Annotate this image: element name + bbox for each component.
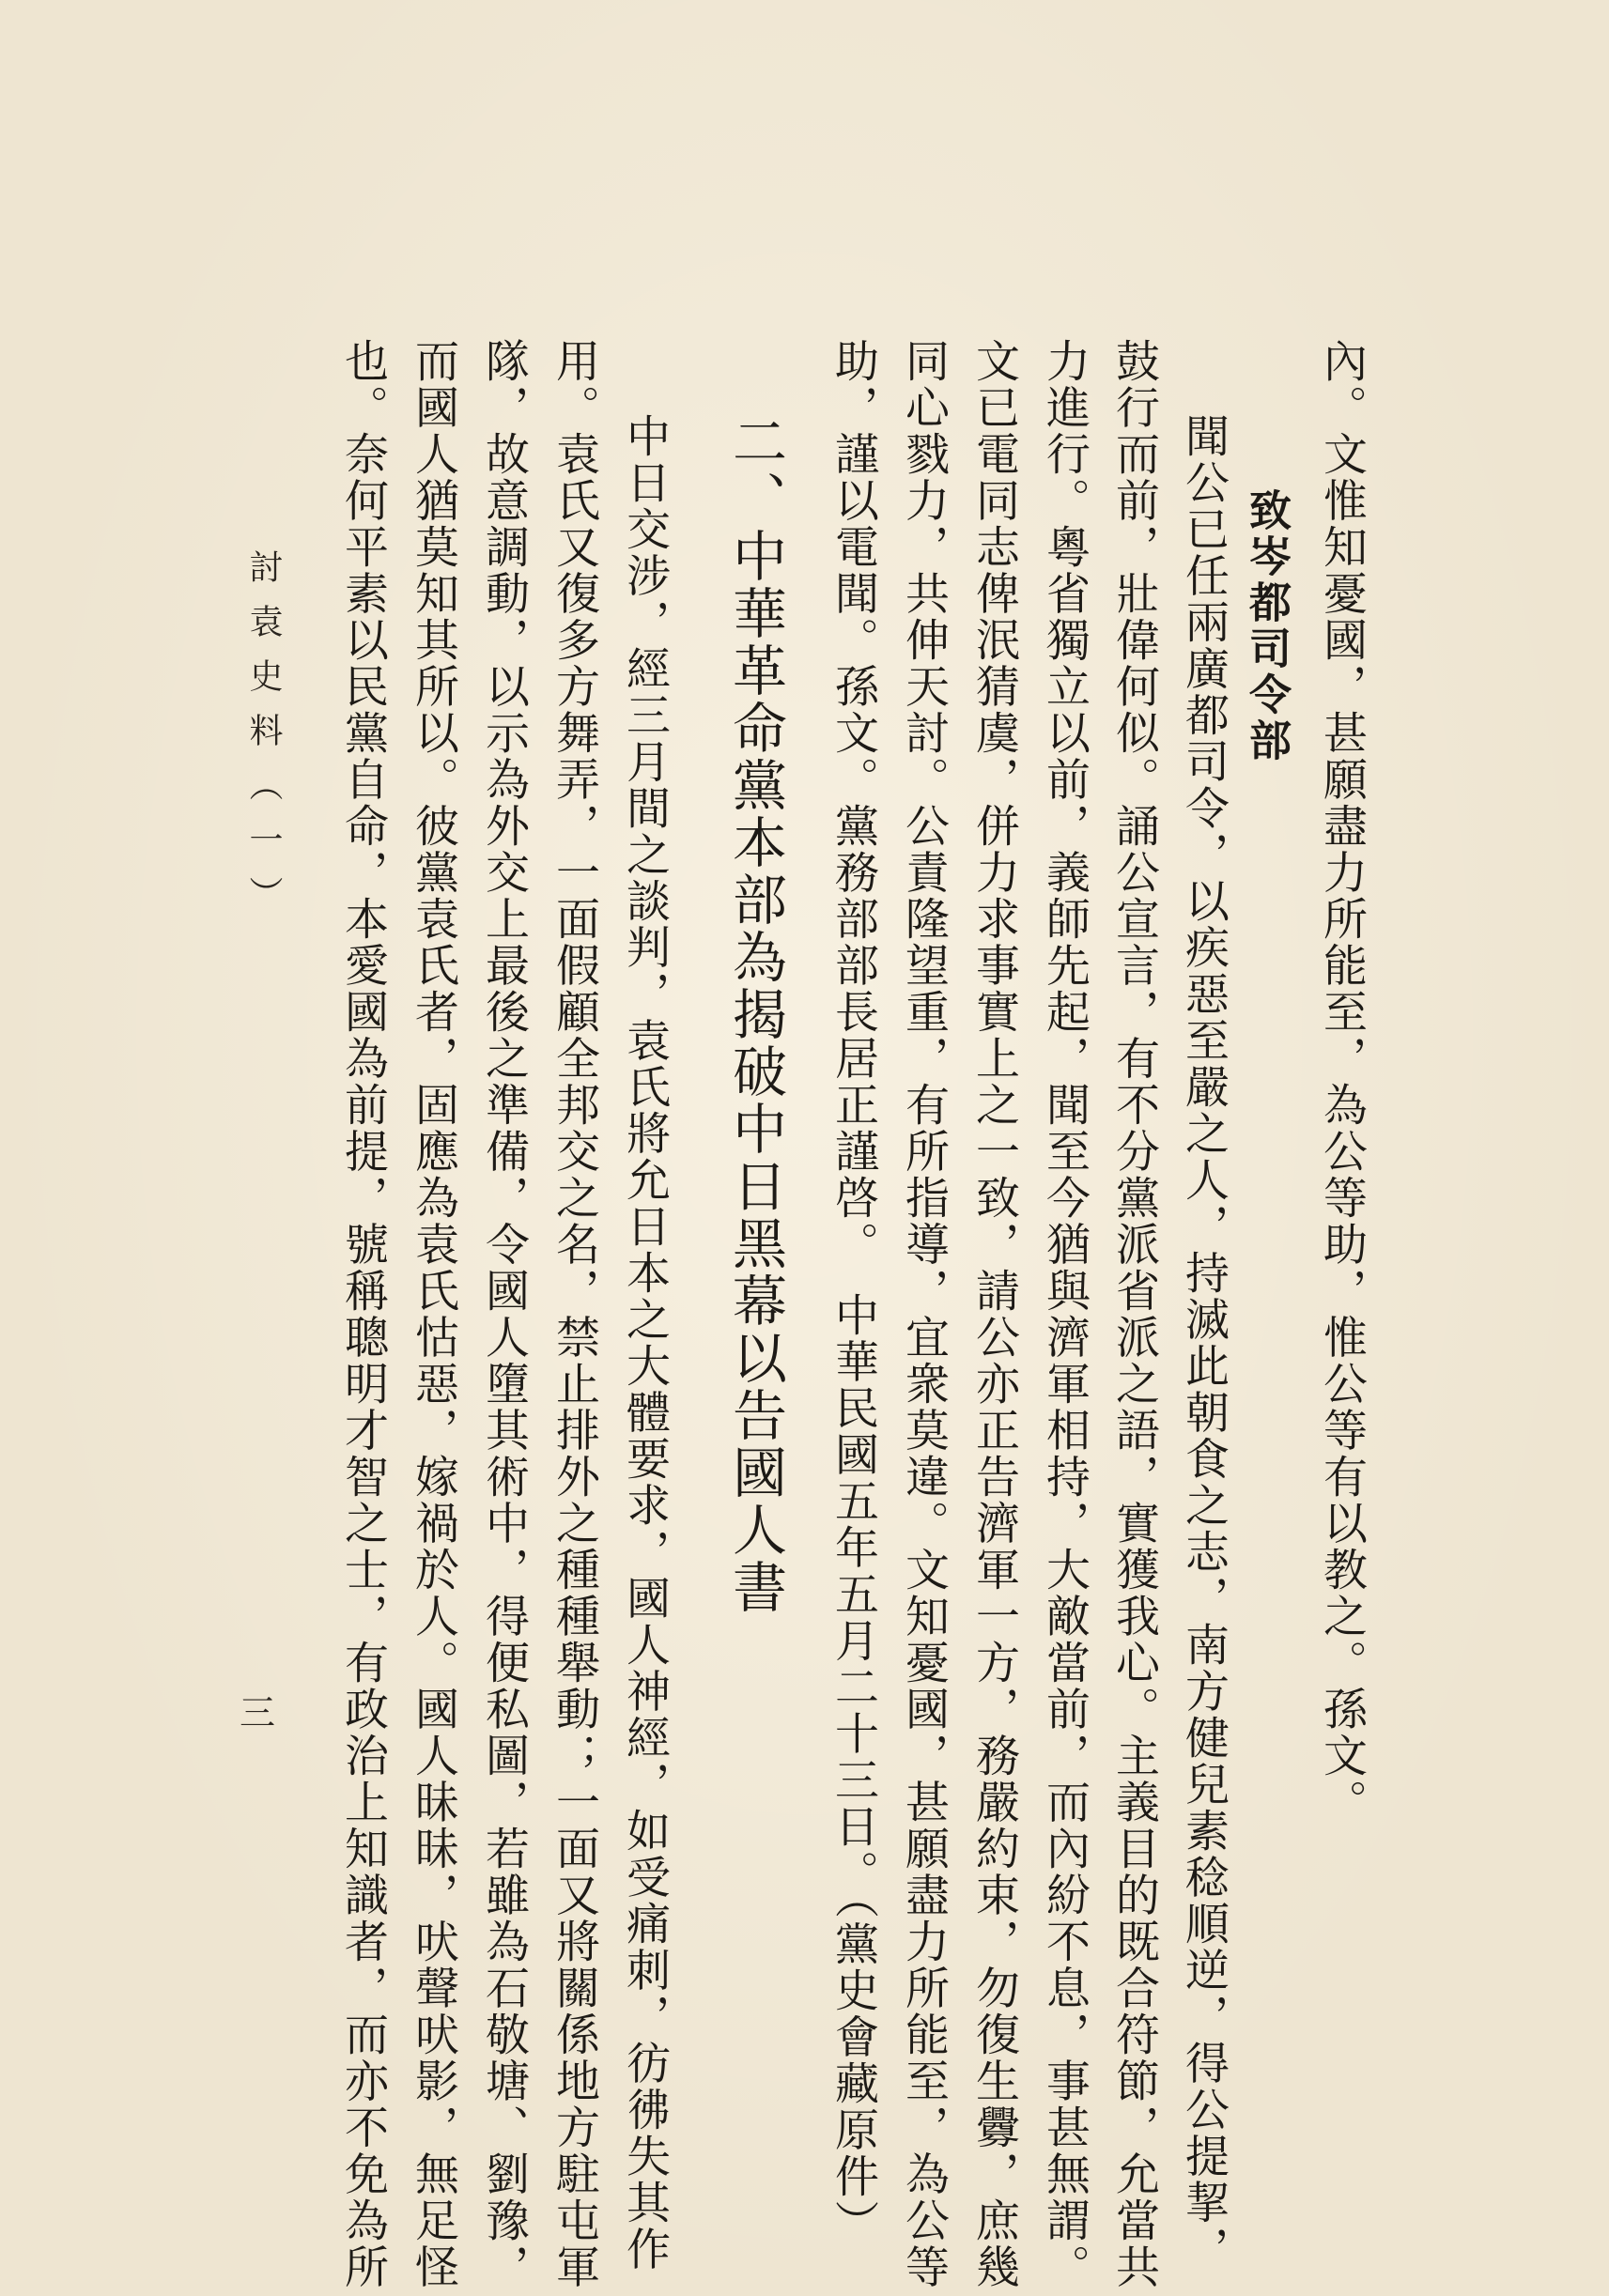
- text-column-10: 中日交涉，經三月間之談判，袁氏將允日本之大體要求，國人神經，如受痛刺，彷彿失其作: [619, 413, 671, 2273]
- text-column-4: 鼓行而前，壯偉何似。誦公宣言，有不分黨派省派之語，實獲我心。主義目的既合符節，允當共: [1108, 338, 1160, 2290]
- text-column-7: 同心戮力，共伸天討。公責隆望重，有所指導，宜衆莫違。文知憂國，甚願盡力所能至，為公等: [898, 338, 950, 2290]
- text-column-8: 助，謹以電聞。孫文。黨務部部長居正謹啓。 中華民國五年五月二十三日。（黨史會藏原件）: [828, 338, 879, 2246]
- text-column-12: 隊，故意調動，以示為外交上最後之準備，令國人墮其術中，得便私圖，若雖為石敬塘、劉豫，: [478, 338, 530, 2290]
- text-column-6: 文已電同志俾泯猜虞，併力求事實上之一致，請公亦正告濟軍一方，務嚴約束，勿復生釁，庶幾: [968, 338, 1020, 2290]
- section-heading-letter: 致岑都司令部: [1242, 488, 1292, 764]
- page-number: 三: [240, 1692, 276, 1734]
- book-title-footer: 討袁史料（一）: [244, 549, 283, 931]
- text-column-3: 聞公已任兩廣都司令，以疾惡至嚴之人，持滅此朝食之志，南方健兒素稔順逆，得公提挈，: [1178, 413, 1230, 2273]
- text-column-14: 也。奈何平素以民黨自命，本愛國為前提，號稱聰明才智之士，有政治上知識者，而亦不免為所: [337, 338, 389, 2290]
- text-column-11: 用。袁氏又復多方舞弄，一面假顧全邦交之名，禁止排外之種種舉動；一面又將關係地方駐屯軍: [549, 338, 600, 2290]
- text-column-5: 力進行。粵省獨立以前，義師先起，聞至今猶與濟軍相持，大敵當前，而內紛不息，事甚無謂。: [1039, 338, 1091, 2290]
- text-column-1: 內。文惟知憂國，甚願盡力所能至，為公等助，惟公等有以教之。孫文。: [1316, 338, 1368, 1826]
- text-column-13: 而國人猶莫知其所以。彼黨袁氏者，固應為袁氏怙惡，嫁禍於人。國人昧昧，吠聲吠影，無足怪: [408, 338, 459, 2290]
- section-heading-two: 二、中華革命黨本部為揭破中日黑幕以告國人書: [723, 413, 787, 1616]
